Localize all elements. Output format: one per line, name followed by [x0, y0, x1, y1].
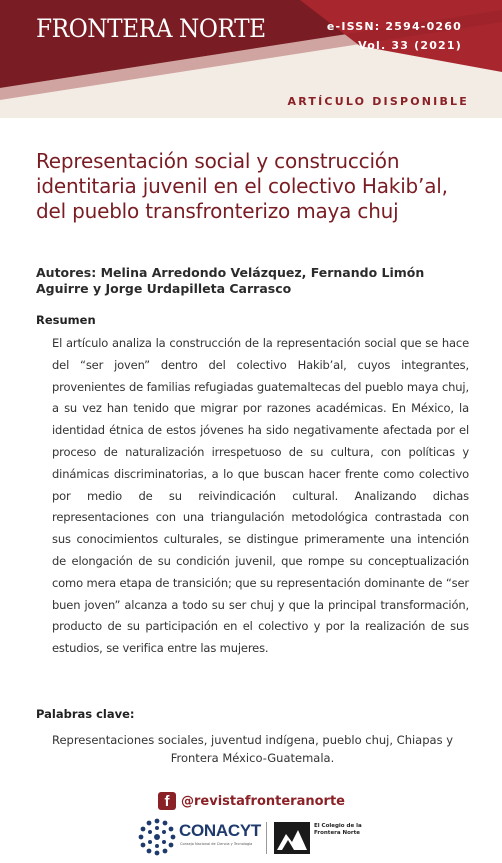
- conacyt-logo-icon: [138, 818, 176, 856]
- social-handle[interactable]: @revistafronteranorte: [181, 793, 345, 809]
- social-link[interactable]: [158, 791, 345, 811]
- journal-name: FRONTERA NORTE: [36, 14, 266, 43]
- journal-header: [0, 0, 502, 118]
- conacyt-subtitle: Consejo Nacional de Ciencia y Tecnología: [180, 842, 253, 846]
- conacyt-name: CONACYT: [179, 821, 261, 840]
- abstract-body: El artículo analiza la construcción de la representación social que se hace del “ser joven” dentro del colectivo Hakib’al, cuyos integrantes, provenientes de familias refugiadas guatemaltecas del pueblo maya chuj, a su vez han tenido que migrar por razones académicas. En México, la identidad étnica de estos jóvenes ha sido negativamente afectada por el proceso de naturalización irrespetuoso de su cultura, con políticas y dinámicas discriminatorias, a lo que buscan hacer frente como colectivo por medio de su reivindicación cultural. Analizando dichas representaciones con una triangulación metodológica contrastada con sus conocimientos culturales, se distingue primeramente una intención de elongación de su condición juvenil, que rompe su conceptualización como mera etapa de transición; que su representación dominante de “ser buen joven” alcanza a todo su ser chuj y que la principal transformación, producto de su participación en el colectivo y por la realización de sus estudios, se verifica entre las mujeres.: [52, 336, 469, 656]
- colef-logo-icon: [274, 822, 310, 854]
- logo-divider: [266, 822, 267, 854]
- article-available-badge: ARTÍCULO DISPONIBLE: [287, 95, 469, 108]
- authors-line: [36, 265, 476, 297]
- keywords-heading: Palabras clave:: [36, 707, 135, 721]
- issn-number: e-ISSN: 2594-0260: [326, 20, 462, 33]
- article-title: Representación social y construcción identitaria juvenil en el colectivo Hakib’al, del pueblo transfronterizo maya chuj: [36, 149, 448, 223]
- sponsor-logos: [138, 818, 370, 858]
- keywords-body: Representaciones sociales, juventud indígena, pueblo chuj, Chiapas y Frontera México-Guatemala.: [51, 733, 454, 765]
- volume-number: Vol. 33 (2021): [358, 39, 462, 52]
- abstract-heading: Resumen: [36, 313, 96, 327]
- colef-name: El Colegio de la Frontera Norte: [314, 823, 362, 836]
- authors-names: Melina Arredondo Velázquez, Fernando Limón Aguirre y Jorge Urdapilleta Carrasco: [36, 265, 425, 296]
- authors-label: Autores:: [36, 265, 97, 280]
- facebook-icon: f: [158, 792, 176, 810]
